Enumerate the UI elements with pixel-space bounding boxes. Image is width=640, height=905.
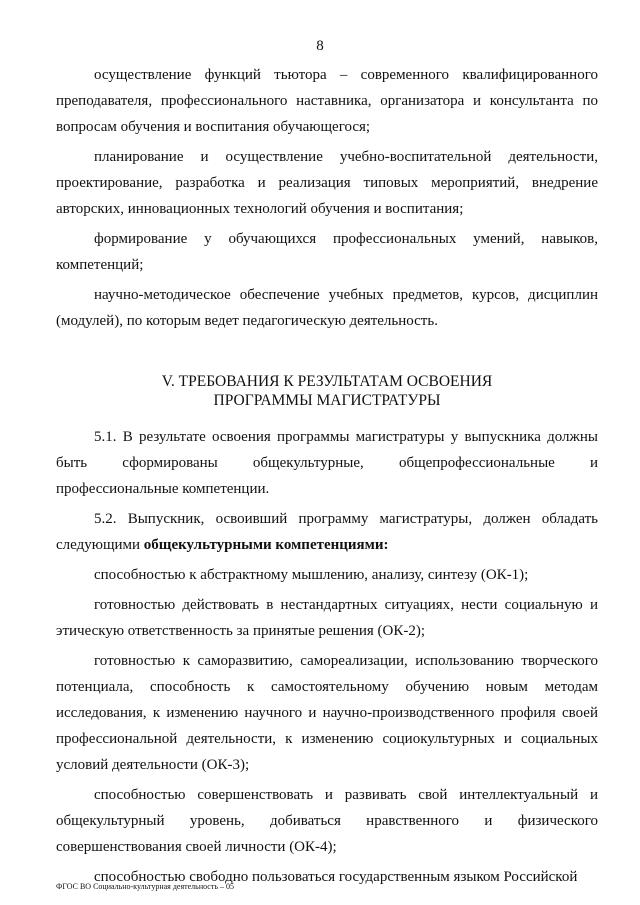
competency-ok-1: способностью к абстрактному мышлению, анализу, синтезу (ОК-1); [94, 567, 529, 583]
paragraph-5-2-bold: общекультурными компетенциями: [143, 537, 389, 553]
paragraph-5-1: 5.1. В результате освоения программы магистратуры у выпускника должны быть сформированы общекультурные, общепрофессиональные и профессиональные компетенции. [56, 429, 598, 497]
competency-ok-5: способностью свободно пользоваться государственным языком Российской [94, 869, 578, 885]
paragraph-planning: планирование и осуществление учебно-воспитательной деятельности, проектирование, разработка и реализация типовых мероприятий, внедрение авторских, инновационных технологий обучения и воспитания; [56, 149, 598, 217]
paragraph-methodical: научно-методическое обеспечение учебных предметов, курсов, дисциплин (модулей), по которым ведет педагогическую деятельность. [56, 287, 598, 329]
document-body [56, 62, 598, 890]
section-heading-line1: V. ТРЕБОВАНИЯ К РЕЗУЛЬТАТАМ ОСВОЕНИЯ [161, 373, 493, 390]
paragraph-5-2 [56, 506, 598, 558]
section-heading-line2: ПРОГРАММЫ МАГИСТРАТУРЫ [213, 392, 441, 409]
competency-ok-4: способностью совершенствовать и развивать свой интеллектуальный и общекультурный уровень, добиваться нравственного и физического совершенствования своей личности (ОК-4); [56, 787, 598, 855]
paragraph-tutor: осуществление функций тьютора – современного квалифицированного преподавателя, профессионального наставника, организатора и консультанта по вопросам обучения и воспитания обучающегося; [56, 67, 598, 135]
competency-ok-2: готовностью действовать в нестандартных ситуациях, нести социальную и этическую ответственность за принятые решения (ОК-2); [56, 597, 598, 639]
page-number: 8 [316, 38, 324, 54]
competency-ok-3: готовностью к саморазвитию, самореализации, использованию творческого потенциала, способность к самостоятельному обучению новым методам исследования, к изменению научного и научно-производственного профиля своей профессиональной деятельности, к изменению социокультурных и социальных условий деятельности (ОК-3); [56, 653, 598, 773]
footer: ФГОС ВО Социально-культурная деятельность – 05 [56, 882, 234, 891]
paragraph-5-2-text: 5.2. Выпускник, освоивший программу магистратуры, должен обладать следующими [56, 511, 598, 553]
paragraph-forming: формирование у обучающихся профессиональных умений, навыков, компетенций; [56, 231, 598, 273]
section-heading [56, 372, 598, 410]
